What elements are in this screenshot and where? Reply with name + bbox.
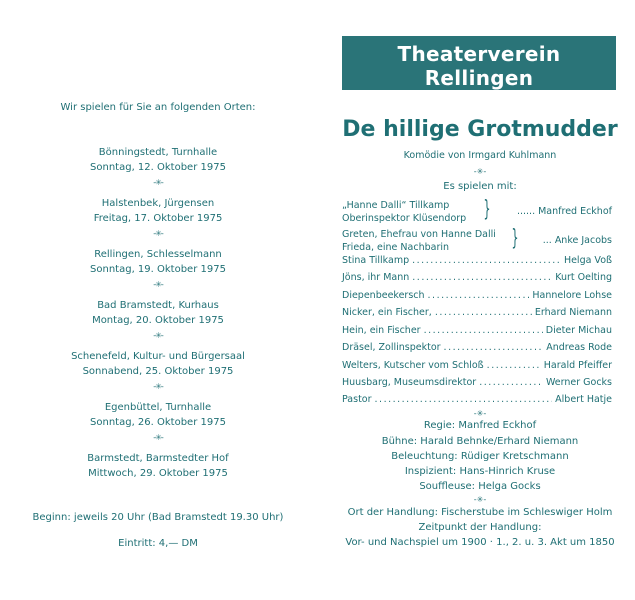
separator-icon: -✳- [153, 178, 163, 187]
brace-icon: } [483, 197, 491, 222]
venue-item [8, 349, 308, 394]
program-column [336, 0, 624, 600]
time-detail: Vor- und Nachspiel um 1900 · 1., 2. u. 3. Akt um 1850 [345, 537, 615, 548]
cast-row [342, 289, 612, 302]
venue-place: Rellingen, Schlesselmann [94, 249, 222, 260]
venue-place: Bad Bramstedt, Kurhaus [97, 300, 219, 311]
credit-line: Souffleuse: Helga Gocks [419, 481, 541, 492]
leader-dots [412, 272, 552, 284]
banner [342, 36, 616, 102]
banner-subtitle: im Bund deutscher Amateurtheater [369, 91, 589, 102]
venue-place: Barmstedt, Barmstedter Hof [87, 453, 229, 464]
credit-line: Regie: Manfred Eckhof [423, 420, 537, 431]
cast-role: Frieda, eine Nachbarin [342, 242, 450, 253]
leader-dots [435, 307, 532, 319]
cast-actor: Hannelore Lohse [532, 290, 612, 301]
banner-title: Theaterverein Rellingen [397, 42, 561, 90]
cast-role: „Hanne Dalli“ Tillkamp [342, 200, 450, 211]
cast-actor: Albert Hatje [555, 394, 612, 405]
cast-role: Hein, ein Fischer [342, 325, 421, 336]
play-subtitle: Komödie von Irmgard Kuhlmann [403, 150, 557, 161]
leader-dots [412, 255, 561, 267]
separator-icon: -✳- [473, 409, 487, 418]
cast-role: Oberinspektor Klüsendorp [342, 213, 467, 224]
venue-column [8, 0, 308, 600]
cast-role: Jöns, ihr Mann [342, 272, 410, 283]
cast-actor: Andreas Rode [546, 342, 612, 353]
leader-dots [424, 325, 543, 337]
begin-time: Beginn: jeweils 20 Uhr (Bad Bramstedt 19.30 Uhr) [32, 512, 284, 523]
cast-actor: Erhard Niemann [534, 307, 612, 318]
leader-dots [479, 377, 543, 389]
leader-dots [487, 360, 541, 372]
separator-icon: -✳- [153, 331, 163, 340]
cast-role: Nicker, ein Fischer, [342, 307, 432, 318]
venue-date: Sonntag, 12. Oktober 1975 [90, 162, 226, 173]
cast-role: Greten, Ehefrau von Hanne Dalli [342, 229, 496, 240]
cast-row [342, 341, 612, 354]
venue-item [8, 400, 308, 445]
cast-actor: Werner Gocks [545, 377, 612, 388]
cast-group [342, 199, 612, 225]
cast-actor: ...... Manfred Eckhof [516, 206, 612, 217]
venue-item [8, 247, 308, 292]
credit-line: Bühne: Harald Behnke/Erhard Niemann [381, 436, 579, 447]
venue-place: Halstenbek, Jürgensen [101, 198, 215, 209]
venue-item [8, 298, 308, 343]
venue-date: Freitag, 17. Oktober 1975 [93, 213, 223, 224]
venue-place: Schenefeld, Kultur- und Bürgersaal [71, 351, 245, 362]
venue-date: Sonntag, 26. Oktober 1975 [90, 417, 226, 428]
cast-role: Welters, Kutscher vom Schloß [342, 360, 484, 371]
cast-role: Pastor [342, 394, 372, 405]
setting-text: Ort der Handlung: Fischerstube im Schleswiger Holm [347, 507, 613, 518]
time-heading: Zeitpunkt der Handlung: [418, 522, 542, 533]
separator-icon: -✳- [473, 495, 487, 504]
cast-actor: ... Anke Jacobs [542, 235, 612, 246]
venue-item [8, 451, 308, 481]
cast-row [342, 306, 612, 319]
separator-icon: -✳- [153, 382, 163, 391]
cast-row [342, 376, 612, 389]
venue-date: Mittwoch, 29. Oktober 1975 [88, 468, 228, 479]
cast-row [342, 359, 612, 372]
venue-date: Sonnabend, 25. Oktober 1975 [82, 366, 234, 377]
separator-icon: -✳- [153, 229, 163, 238]
leader-dots [444, 342, 544, 354]
credit-line: Beleuchtung: Rüdiger Kretschmann [391, 451, 569, 462]
venue-item [8, 145, 308, 190]
separator-icon: -✳- [153, 280, 163, 289]
venue-date: Montag, 20. Oktober 1975 [92, 315, 224, 326]
cast-role: Stina Tillkamp [342, 255, 410, 266]
cast-role: Dräsel, Zollinspektor [342, 342, 441, 353]
cast-row [342, 324, 612, 337]
leader-dots [428, 290, 530, 302]
cast-role: Huusbarg, Museumsdirektor [342, 377, 477, 388]
play-title: De hillige Grotmudder [342, 117, 618, 142]
credit-line: Inspizient: Hans-Hinrich Kruse [404, 466, 556, 477]
cast-actor: Kurt Oelting [555, 272, 612, 283]
brace-icon: } [511, 226, 519, 251]
venue-item [8, 196, 308, 241]
cast-heading: Es spielen mit: [443, 181, 517, 192]
cast-row [342, 254, 612, 267]
cast-actor: Helga Voß [563, 255, 612, 266]
entry-price: Eintritt: 4,— DM [118, 538, 198, 549]
leader-dots [375, 394, 553, 406]
cast-group [342, 228, 612, 254]
cast-row [342, 393, 612, 406]
intro-text: Wir spielen für Sie an folgenden Orten: [60, 102, 256, 113]
cast-actor: Harald Pfeiffer [543, 360, 612, 371]
cast-row [342, 271, 612, 284]
separator-icon: -✳- [153, 433, 163, 442]
venue-date: Sonntag, 19. Oktober 1975 [90, 264, 226, 275]
venue-place: Bönningstedt, Turnhalle [98, 147, 218, 158]
separator-icon: -✳- [473, 167, 487, 176]
cast-role: Diepenbeekersch [342, 290, 425, 301]
cast-actor: Dieter Michau [545, 325, 612, 336]
venue-place: Egenbüttel, Turnhalle [104, 402, 212, 413]
